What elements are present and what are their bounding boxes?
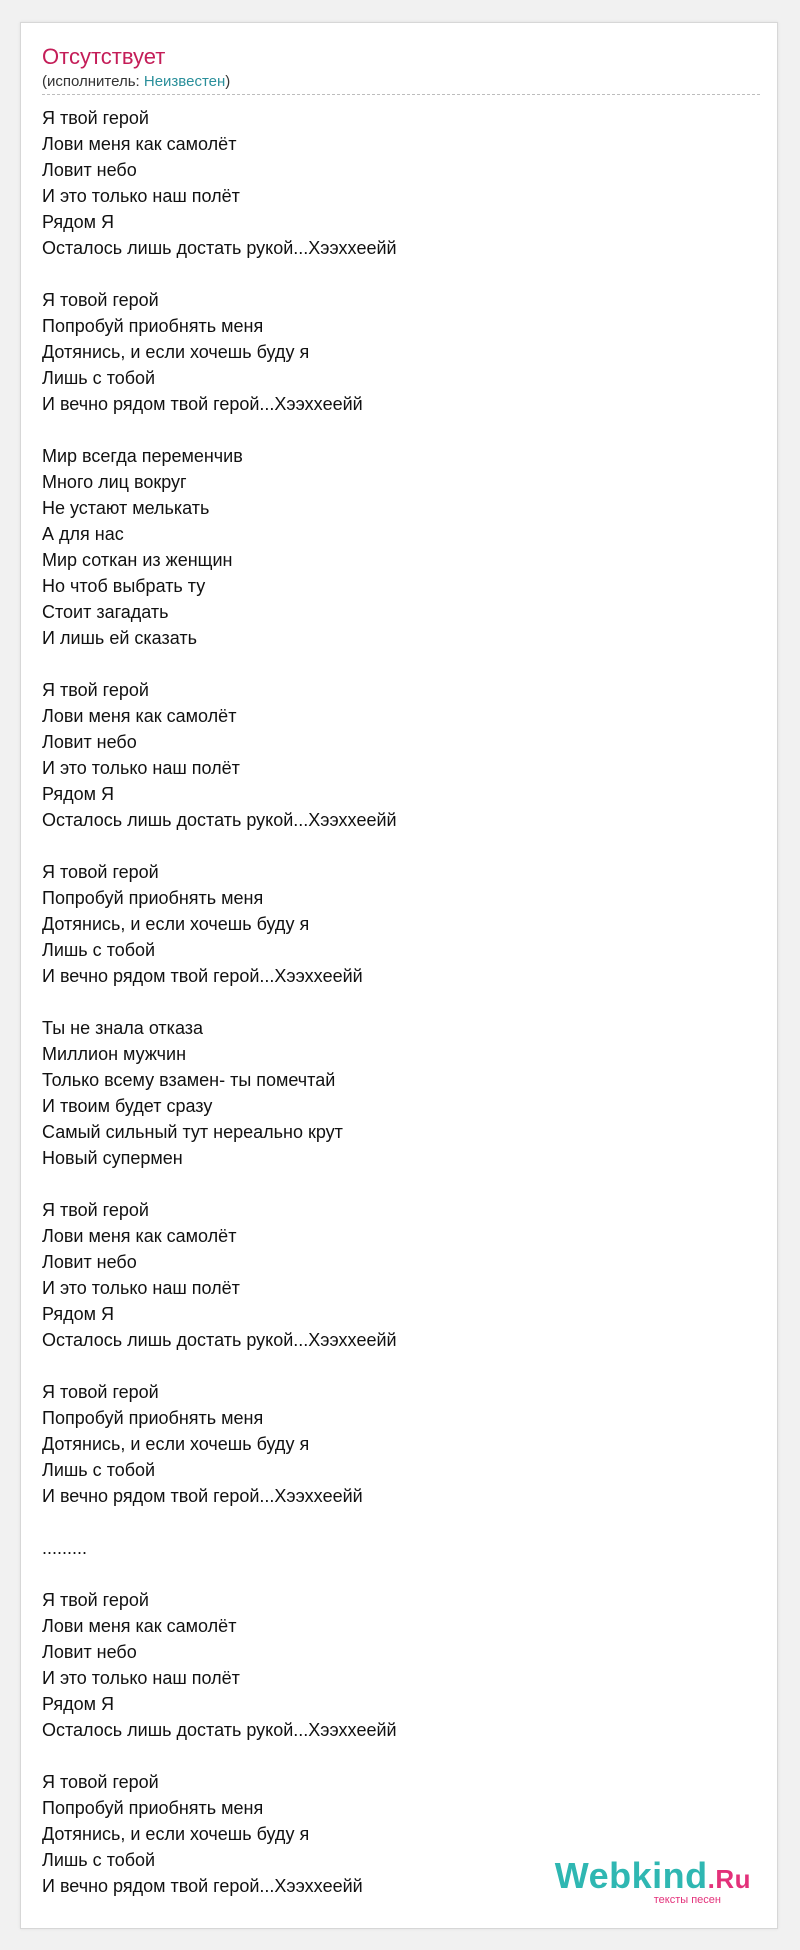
- lyric-line: И это только наш полёт: [42, 758, 240, 778]
- blank-line: [42, 1561, 742, 1587]
- blank-line: [42, 651, 742, 677]
- lyric-line: Лишь с тобой: [42, 1850, 156, 1870]
- lyric-line: И это только наш полёт: [42, 186, 240, 206]
- lyric-line: Стоит загадать: [42, 602, 169, 622]
- lyric-line: И это только наш полёт: [42, 1278, 240, 1298]
- blank-line: [42, 417, 742, 443]
- lyric-line: Мир всегда переменчив: [42, 446, 243, 466]
- lyric-line: Рядом Я: [42, 212, 115, 232]
- blank-line: [42, 1171, 742, 1197]
- lyric-line: Лови меня как самолёт: [42, 706, 237, 726]
- lyric-line: Но чтоб выбрать ту: [42, 576, 206, 596]
- lyric-line: Я твой герой: [42, 680, 149, 700]
- lyric-line: Рядом Я: [42, 1694, 115, 1714]
- lyric-line: Дотянись, и если хочешь буду я: [42, 1434, 310, 1454]
- lyric-line: И вечно рядом твой герой...Хээхxеейй: [42, 966, 363, 986]
- lyric-line: Ловит небо: [42, 1642, 137, 1662]
- logo-wordmark: [555, 1857, 751, 1898]
- lyric-line: Лови меня как самолёт: [42, 134, 237, 154]
- lyric-line: Дотянись, и если хочешь буду я: [42, 914, 310, 934]
- lyric-line: Я товой герой: [42, 1772, 159, 1792]
- logo-ru-text: .Ru: [707, 1864, 751, 1894]
- artist-suffix: ): [225, 73, 231, 90]
- blank-line: [42, 1353, 742, 1379]
- lyric-line: Дотянись, и если хочешь буду я: [42, 1824, 310, 1844]
- lyric-line: Самый сильный тут нереально крут: [42, 1122, 343, 1142]
- blank-line: [42, 1743, 742, 1769]
- artist-prefix: (исполнитель:: [42, 73, 144, 90]
- lyric-line: Осталось лишь достать рукой...Хээхxеейй: [42, 810, 397, 830]
- lyric-line: И вечно рядом твой герой...Хээхxеейй: [42, 1486, 363, 1506]
- lyric-line: Я товой герой: [42, 1382, 159, 1402]
- lyric-line: Лишь с тобой: [42, 368, 156, 388]
- blank-line: [42, 989, 742, 1015]
- lyric-line: Я товой герой: [42, 290, 159, 310]
- lyric-line: Попробуй приобнять меня: [42, 1408, 264, 1428]
- blank-line: [42, 833, 742, 859]
- lyric-line: Попробуй приобнять меня: [42, 1798, 264, 1818]
- blank-line: [42, 261, 742, 287]
- lyrics-card: [20, 22, 778, 1929]
- dashed-divider: [42, 94, 760, 95]
- lyric-line: И лишь ей сказать: [42, 628, 197, 648]
- lyric-line: Осталось лишь достать рукой...Хээхxеейй: [42, 1330, 397, 1350]
- lyric-line: Ловит небо: [42, 160, 137, 180]
- lyric-line: А для нас: [42, 524, 124, 544]
- lyric-line: Я твой герой: [42, 1590, 149, 1610]
- lyric-line: Рядом Я: [42, 1304, 115, 1324]
- lyric-line: Дотянись, и если хочешь буду я: [42, 342, 310, 362]
- lyric-line: Новый супермен: [42, 1148, 183, 1168]
- lyric-line: Попробуй приобнять меня: [42, 316, 264, 336]
- lyric-line: Ловит небо: [42, 732, 137, 752]
- lyric-line: Не устают мелькать: [42, 498, 210, 518]
- lyric-line: И вечно рядом твой герой...Хээхxеейй: [42, 1876, 363, 1896]
- lyric-line: И это только наш полёт: [42, 1668, 240, 1688]
- lyric-line: Миллион мужчин: [42, 1044, 187, 1064]
- lyric-line: Я твой герой: [42, 1200, 149, 1220]
- lyric-line: И вечно рядом твой герой...Хээхxеейй: [42, 394, 363, 414]
- lyrics-body: [42, 105, 742, 1899]
- lyric-line: Я твой герой: [42, 108, 149, 128]
- lyric-line: Много лиц вокруг: [42, 472, 187, 492]
- lyric-line: Ловит небо: [42, 1252, 137, 1272]
- artist-line: [42, 73, 230, 91]
- lyric-line: Ты не знала отказа: [42, 1018, 204, 1038]
- lyric-line: Лови меня как самолёт: [42, 1616, 237, 1636]
- lyric-line: Осталось лишь достать рукой...Хээхxеейй: [42, 238, 397, 258]
- lyric-line: Осталось лишь достать рукой...Хээхxеейй: [42, 1720, 397, 1740]
- lyric-line: Рядом Я: [42, 784, 115, 804]
- logo-tagline: тексты песен: [653, 1894, 721, 1906]
- lyric-line: Лови меня как самолёт: [42, 1226, 237, 1246]
- lyric-line: Попробуй приобнять меня: [42, 888, 264, 908]
- song-title: Отсутствует: [42, 44, 166, 69]
- logo-main-text: Webkind: [554, 1855, 708, 1896]
- lyric-line: Лишь с тобой: [42, 1460, 156, 1480]
- site-logo[interactable]: [555, 1857, 751, 1906]
- artist-link[interactable]: Неизвестен: [143, 73, 226, 90]
- lyric-line: Лишь с тобой: [42, 940, 156, 960]
- lyric-line: Я товой герой: [42, 862, 159, 882]
- lyric-line: И твоим будет сразу: [42, 1096, 213, 1116]
- blank-line: [42, 1509, 742, 1535]
- lyric-line: Только всему взамен- ты помечтай: [42, 1070, 336, 1090]
- lyric-line: Мир соткан из женщин: [42, 550, 233, 570]
- lyric-line: .........: [42, 1538, 88, 1558]
